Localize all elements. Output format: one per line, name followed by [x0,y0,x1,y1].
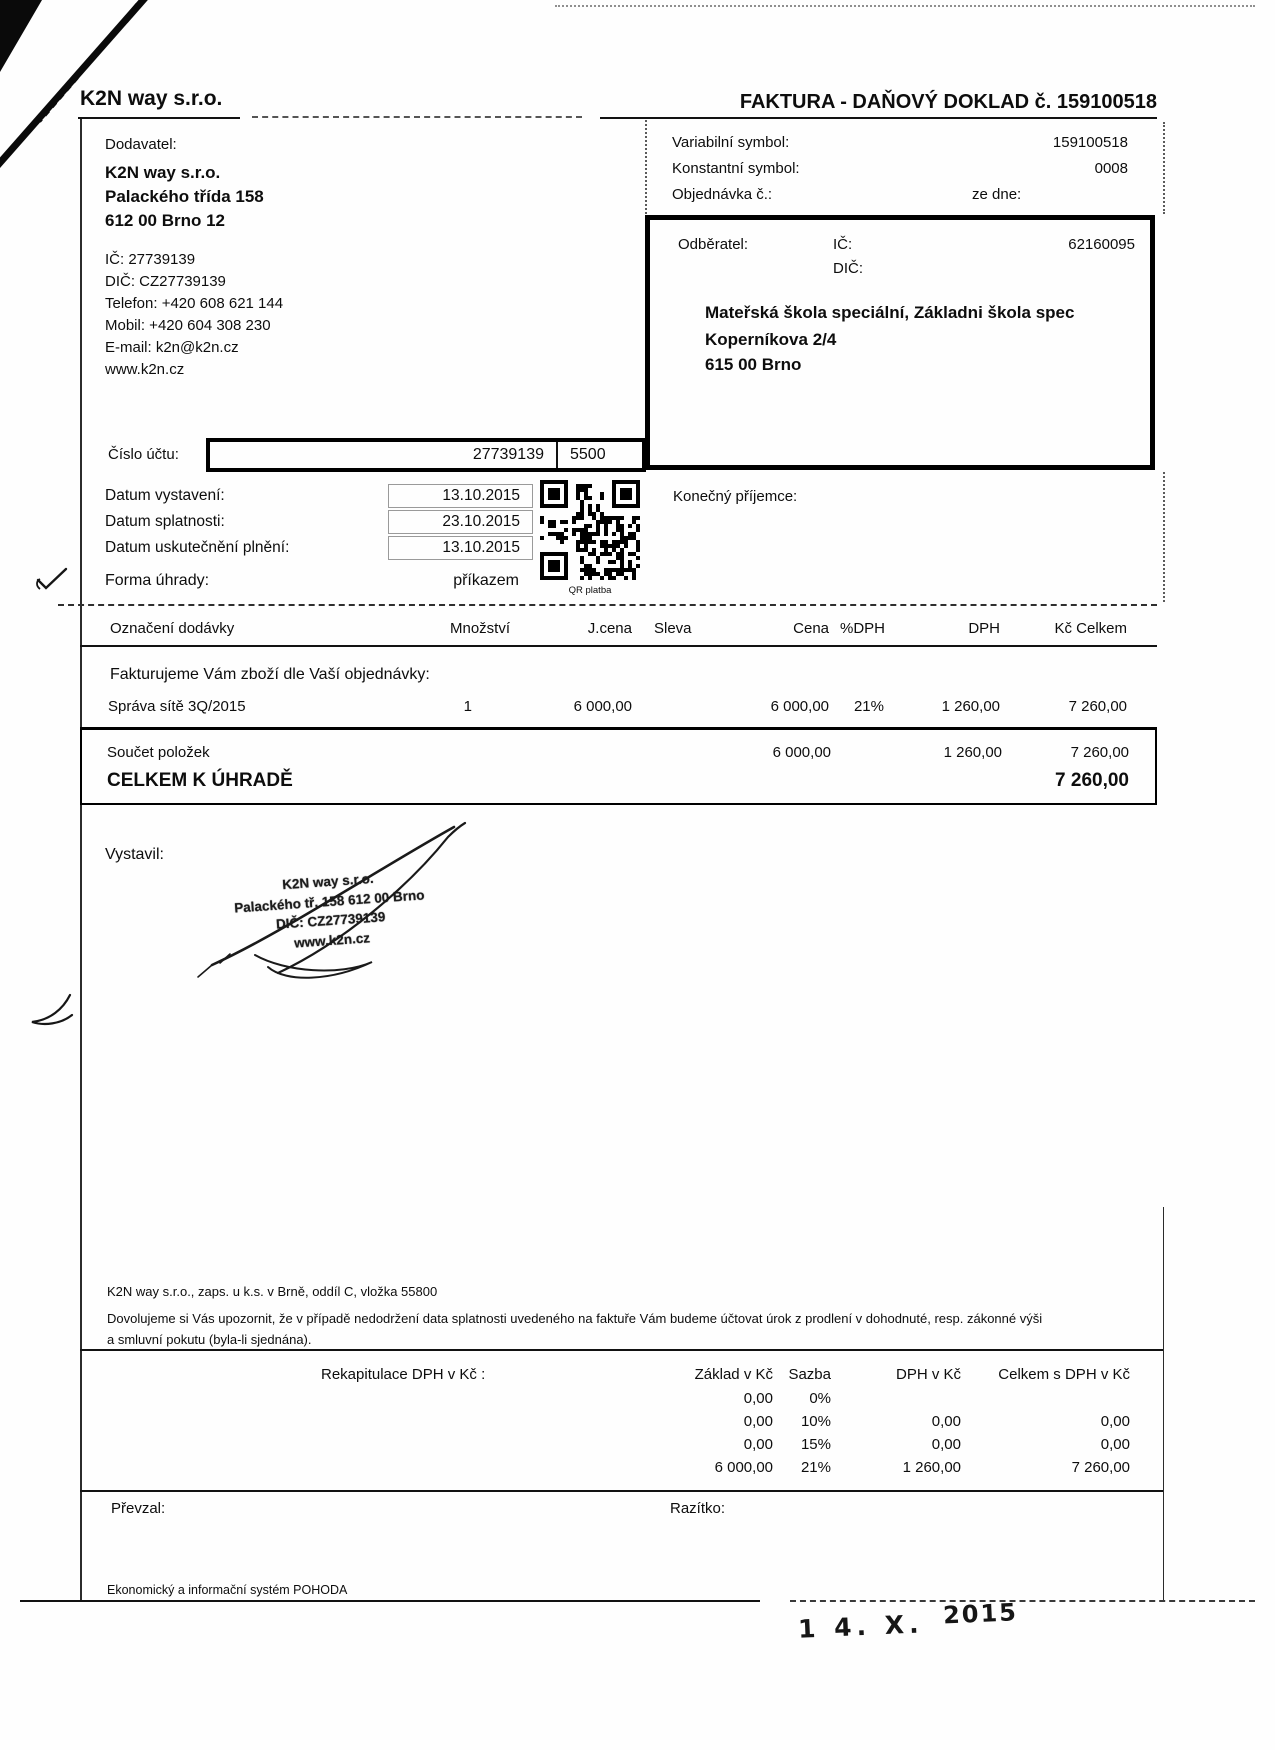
grand-total-label: CELKEM K ÚHRADĚ [107,770,293,791]
supply-date-value: 13.10.2015 [442,539,520,556]
stamp-line-3: DIČ: CZ27739139 [275,909,386,932]
col-header-vatrate: %DPH [840,620,886,637]
supplier-dic: DIČ: CZ27739139 [105,273,226,290]
customer-label: Odběratel: [678,236,749,253]
order-number-label: Objednávka č.: [672,186,773,203]
registration-text: K2N way s.r.o., zaps. u k.s. v Brně, oddíl C, vložka 55800 [107,1284,438,1299]
recap-vat: 1 260,00 [902,1459,961,1476]
recap-base: 0,00 [743,1390,773,1407]
supplier-label: Dodavatel: [105,136,177,153]
signature [190,815,490,985]
issued-by-label: Vystavil: [105,846,164,863]
notice-line-1: Dovolujeme si Vás upozornit, že v případě nedodržení data splatnosti uvedeného na faktuře Vám budeme účtovat úrok z prodlení v dohodnuté, resp. zákonné výši [107,1311,1043,1326]
account-box [206,438,646,472]
customer-address1: Koperníkova 2/4 [705,330,837,349]
supplier-web: www.k2n.cz [105,361,185,378]
recap-header-base: Základ v Kč [694,1366,773,1383]
due-date-value: 23.10.2015 [442,513,520,530]
supplier-address1: Palackého třída 158 [105,187,264,206]
qr-finder-bottom-left [540,552,568,580]
issue-date-value: 13.10.2015 [442,487,520,504]
notice-line-2: a smluvní pokutu (byla-li sjednána). [107,1332,312,1347]
items-top-rule [58,604,1157,606]
col-header-name: Označení dodávky [110,620,235,637]
bottom-border-solid [20,1600,760,1602]
item-vat-rate: 21% [853,698,884,715]
payment-method-label: Forma úhrady: [105,572,210,589]
stamp-line-2: Palackého tř. 158 612 00 Brno [233,886,425,916]
column-divider [645,120,647,214]
customer-ic-value: 62160095 [1068,236,1135,253]
recap-total: 0,00 [1100,1436,1130,1453]
received-date-stamp [797,1598,1019,1644]
sum-price: 6 000,00 [772,744,831,761]
item-vat: 1 260,00 [941,698,1000,715]
items-header-rule [80,645,1157,647]
date-stamp-day: 1 4. X. [797,1609,925,1644]
qr-finder-top-right [612,480,640,508]
col-header-price: Cena [793,620,829,637]
variable-symbol-label: Variabilní symbol: [672,134,790,151]
recap-top-rule [80,1349,1163,1351]
recap-vat: 0,00 [931,1413,961,1430]
customer-address2: 615 00 Brno [705,355,802,374]
stamp-line-1: K2N way s.r.o. [281,870,375,893]
grand-total-value: 7 260,00 [1055,770,1129,791]
bank-code: 5500 [570,446,606,463]
margin-mark-curl [28,992,76,1030]
summary-box [80,727,1157,805]
recap-header-total: Celkem s DPH v Kč [998,1366,1130,1383]
variable-symbol-value: 159100518 [1052,134,1128,151]
supplier-email: E-mail: k2n@k2n.cz [105,339,239,356]
supplier-ic: IČ: 27739139 [105,251,196,268]
account-label: Číslo účtu: [108,446,179,463]
qr-code [540,480,640,580]
account-divider [556,442,558,468]
qr-finder-top-left [540,480,568,508]
col-header-unitprice: J.cena [587,620,632,637]
sum-vat: 1 260,00 [943,744,1002,761]
vat-recap-title: Rekapitulace DPH v Kč : [321,1366,486,1383]
col-header-discount: Sleva [654,620,692,637]
margin-mark-check [35,566,71,594]
due-date-box [388,510,533,534]
bottom-border-dashed [790,1600,1255,1602]
item-qty: 1 [463,698,472,715]
recap-total: 7 260,00 [1071,1459,1130,1476]
recap-header-rate: Sazba [788,1366,831,1383]
stamp-line-4: www.k2n.cz [293,929,371,951]
recap-rate: 15% [800,1436,831,1453]
recap-rate: 0% [809,1390,831,1407]
right-upper-border-2 [1163,472,1165,602]
right-upper-border-1 [1163,122,1165,214]
right-lower-border [1163,1207,1164,1602]
items-intro: Fakturujeme Vám zboží dle Vaší objednávky: [110,666,430,683]
col-header-total: Kč Celkem [1054,620,1127,637]
customer-dic-label: DIČ: [833,260,863,277]
item-price: 6 000,00 [770,698,829,715]
supplier-phone: Telefon: +420 608 621 144 [105,295,284,312]
final-recipient-label: Konečný příjemce: [673,488,798,505]
issue-date-label: Datum vystavení: [105,487,225,504]
supplier-address2: 612 00 Brno 12 [105,211,226,230]
item-name: Správa sítě 3Q/2015 [108,698,246,715]
sum-label: Součet položek [107,744,210,761]
header-underline-right [600,117,1157,119]
customer-ic-label: IČ: [833,236,853,253]
account-number: 27739139 [472,446,544,463]
header-underline-mid [252,116,582,118]
recap-vat: 0,00 [931,1436,961,1453]
constant-symbol-value: 0008 [1094,160,1128,177]
item-unit-price: 6 000,00 [573,698,632,715]
qr-caption: QR platba [568,585,612,596]
recap-bottom-rule [80,1490,1163,1492]
supplier-mobile: Mobil: +420 604 308 230 [105,317,271,334]
recap-header-vat: DPH v Kč [895,1366,961,1383]
supplier-name: K2N way s.r.o. [105,163,221,182]
customer-name: Mateřská škola speciální, Základni škola spec [705,303,1075,322]
payment-method-value: příkazem [453,572,519,589]
issue-date-box [388,484,533,508]
recap-rate: 10% [800,1413,831,1430]
constant-symbol-label: Konstantní symbol: [672,160,800,177]
col-header-vat: DPH [968,620,1000,637]
invoice-title: FAKTURA - DAŇOVÝ DOKLAD č. 159100518 [739,91,1157,113]
supplier-company-header: K2N way s.r.o. [80,87,223,110]
rubber-stamp-label: Razítko: [670,1500,726,1517]
item-total: 7 260,00 [1068,698,1127,715]
recap-base: 0,00 [743,1436,773,1453]
recap-base: 0,00 [743,1413,773,1430]
top-scan-line [555,5,1255,7]
col-header-qty: Množství [449,620,510,637]
date-stamp-year: 2015 [942,1598,1019,1630]
supply-date-label: Datum uskutečnění plnění: [105,539,290,556]
received-by-label: Převzal: [111,1500,166,1517]
customer-box [645,215,1155,470]
recap-total: 0,00 [1100,1413,1130,1430]
order-date-label: ze dne: [972,186,1022,203]
sum-total: 7 260,00 [1070,744,1129,761]
recap-rate: 21% [800,1459,831,1476]
header-underline-left [78,117,240,119]
due-date-label: Datum splatnosti: [105,513,225,530]
system-note: Ekonomický a informační systém POHODA [107,1583,348,1597]
recap-base: 6 000,00 [714,1459,773,1476]
supply-date-box [388,536,533,560]
left-page-border [80,118,82,1602]
